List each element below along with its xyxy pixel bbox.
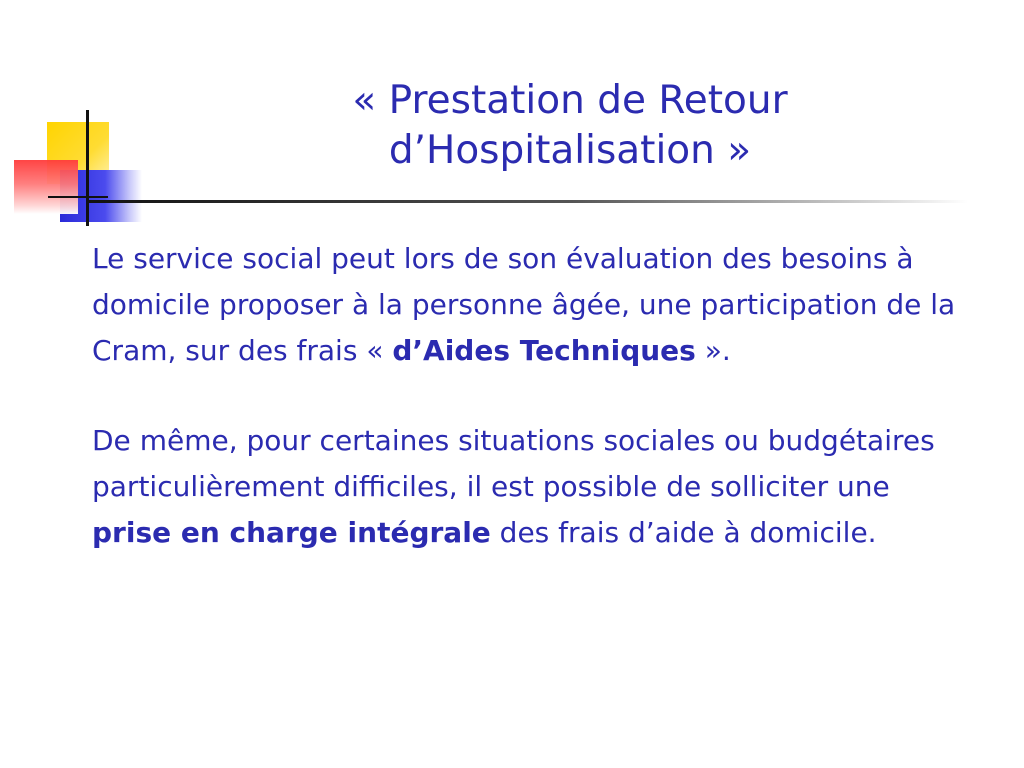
paragraph-aides-techniques <box>92 236 972 374</box>
slide-body <box>92 236 972 556</box>
vertical-line-shape <box>86 110 89 226</box>
paragraph-2-text-after: des frais d’aide à domicile. <box>490 516 877 549</box>
title-line-1: « Prestation de Retour <box>352 78 788 123</box>
red-square-shape <box>14 160 78 214</box>
decorative-squares-logo <box>0 0 160 240</box>
title-underline-rule <box>88 200 968 203</box>
paragraph-1-text-after: ». <box>695 334 731 367</box>
paragraph-prise-en-charge <box>92 418 972 556</box>
paragraph-2-text-before: De même, pour certaines situations sociales ou budgétaires particulièrement difficiles, il est possible de solliciter une <box>92 424 935 503</box>
paragraph-1-text-before: Le service social peut lors de son évaluation des besoins à domicile proposer à la personne âgée, une participation de la Cram, sur des frais « <box>92 242 956 367</box>
short-horizontal-line-shape <box>48 196 108 198</box>
slide-title <box>230 76 910 176</box>
title-line-2: d’Hospitalisation » <box>388 128 752 173</box>
paragraph-1-bold-phrase: d’Aides Techniques <box>392 334 696 367</box>
paragraph-2-bold-phrase: prise en charge intégrale <box>92 516 491 549</box>
